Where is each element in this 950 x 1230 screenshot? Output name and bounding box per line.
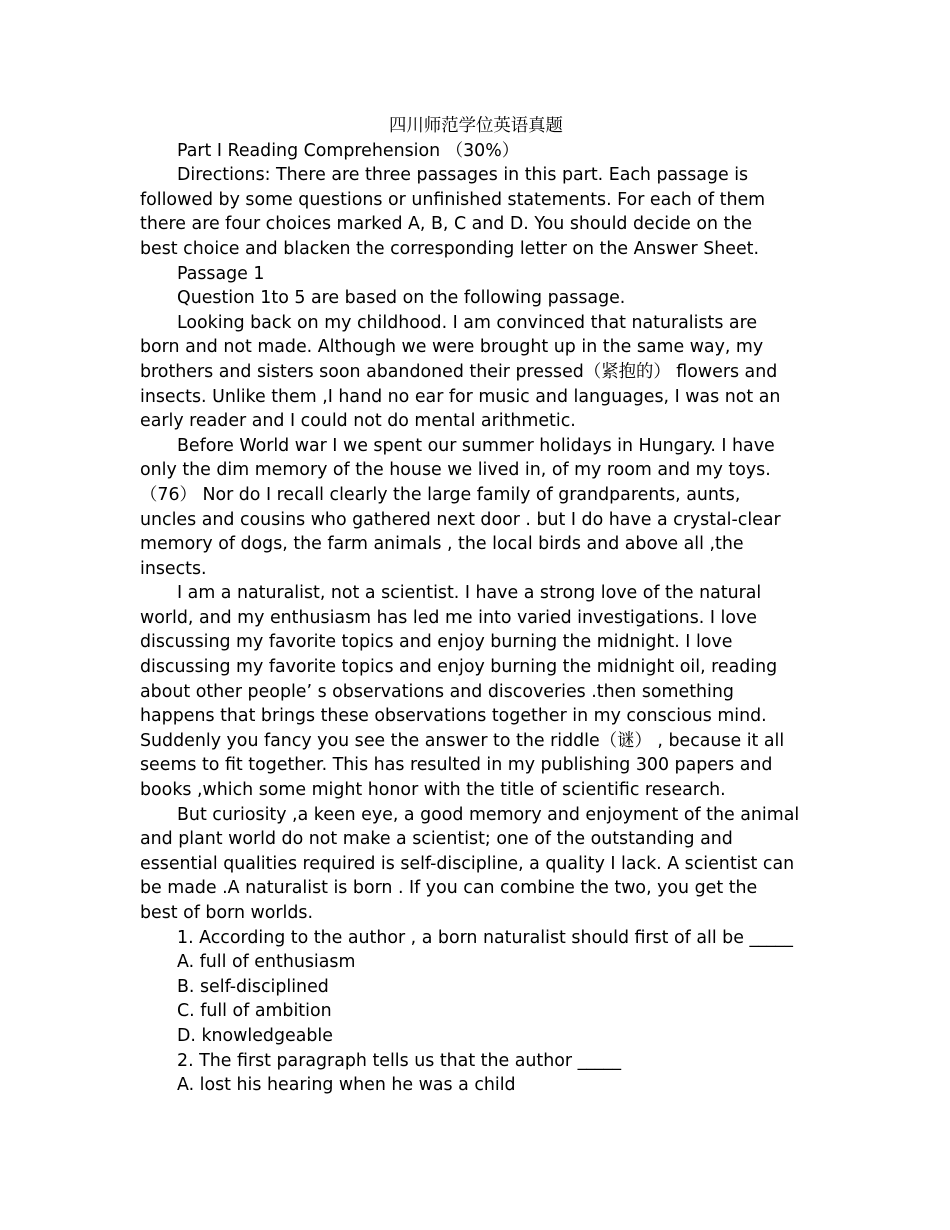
paragraph-2: [140, 434, 812, 582]
answer-option: C. full of ambition: [177, 1001, 332, 1022]
paragraph-line: Suddenly you fancy you see the answer to the riddle（谜） , because it all: [140, 730, 785, 751]
paragraph-line: memory of dogs, the farm animals , the local birds and above all ,the: [140, 534, 744, 555]
paragraph-line: and plant world do not make a scientist; one of the outstanding and: [140, 829, 733, 850]
paragraph-line: discussing my favorite topics and enjoy burning the midnight oil, reading: [140, 657, 778, 678]
paragraph-line: （76） Nor do I recall clearly the large family of grandparents, aunts,: [140, 484, 741, 505]
directions-block: [140, 163, 812, 261]
document-page: [140, 114, 812, 1098]
paragraph-line: seems to fit together. This has resulted in my publishing 300 papers and: [140, 755, 773, 776]
paragraph-line: only the dim memory of the house we lived in, of my room and my toys.: [140, 460, 771, 481]
paragraph-line: I am a naturalist, not a scientist. I have a strong love of the natural: [177, 583, 762, 604]
paragraph-line: born and not made. Although we were brought up in the same way, my: [140, 337, 764, 358]
question-stem: 1. According to the author , a born naturalist should first of all be _____: [177, 927, 793, 948]
directions-line: Directions: There are three passages in this part. Each passage is: [177, 165, 749, 186]
paragraph-line: insects. Unlike them ,I hand no ear for music and languages, I was not an: [140, 386, 781, 407]
paragraph-line: Looking back on my childhood. I am convinced that naturalists are: [177, 312, 758, 333]
paragraph-line: But curiosity ,a keen eye, a good memory and enjoyment of the animal: [177, 804, 800, 825]
answer-option: B. self-disciplined: [177, 976, 329, 997]
question-2: [140, 1049, 812, 1098]
part-heading: Part I Reading Comprehension （30%）: [177, 140, 520, 161]
paragraph-line: brothers and sisters soon abandoned their pressed（紧抱的） flowers and: [140, 361, 778, 382]
answer-option: D. knowledgeable: [177, 1025, 333, 1046]
paragraph-line: essential qualities required is self-discipline, a quality I lack. A scientist can: [140, 853, 795, 874]
directions-line: there are four choices marked A, B, C and D. You should decide on the: [140, 214, 753, 235]
paragraph-1: [140, 311, 812, 434]
document-title: 四川师范学位英语真题: [389, 116, 563, 136]
paragraph-line: Before World war I we spent our summer holidays in Hungary. I have: [177, 435, 775, 456]
answer-option: A. lost his hearing when he was a child: [177, 1075, 516, 1096]
directions-line: followed by some questions or unfinished statements. For each of them: [140, 189, 766, 210]
directions-line: best choice and blacken the corresponding letter on the Answer Sheet.: [140, 238, 760, 259]
question-1: [140, 926, 812, 1049]
paragraph-line: early reader and I could not do mental arithmetic.: [140, 411, 576, 432]
paragraph-4: [140, 803, 812, 926]
paragraph-line: happens that brings these observations together in my conscious mind.: [140, 706, 767, 727]
paragraph-line: best of born worlds.: [140, 903, 313, 923]
paragraph-line: discussing my favorite topics and enjoy burning the midnight. I love: [140, 632, 733, 653]
paragraph-line: world, and my enthusiasm has led me into varied investigations. I love: [140, 607, 757, 628]
paragraph-line: books ,which some might honor with the title of scientific research.: [140, 780, 726, 801]
paragraph-3: [140, 581, 812, 802]
paragraph-line: uncles and cousins who gathered next door . but I do have a crystal-clear: [140, 509, 781, 530]
question-intro: Question 1to 5 are based on the following passage.: [177, 288, 626, 309]
paragraph-line: be made .A naturalist is born . If you can combine the two, you get the: [140, 878, 758, 899]
answer-option: A. full of enthusiasm: [177, 952, 356, 973]
passage-label: Passage 1: [177, 263, 265, 284]
paragraph-line: insects.: [140, 558, 207, 579]
question-stem: 2. The first paragraph tells us that the author _____: [177, 1050, 622, 1071]
paragraph-line: about other people’ s observations and discoveries .then something: [140, 681, 734, 702]
